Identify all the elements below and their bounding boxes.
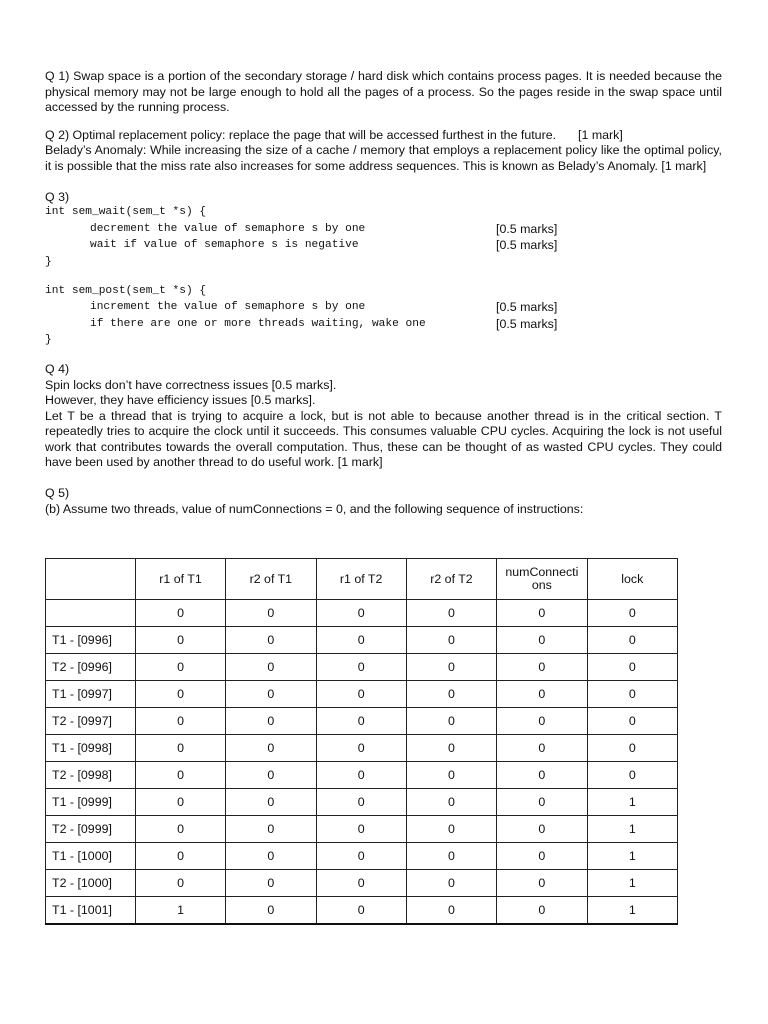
value-cell: 0 xyxy=(316,762,406,789)
q2-optimal-policy xyxy=(45,128,722,144)
value-cell: 1 xyxy=(587,870,677,897)
q5-intro: (b) Assume two threads, value of numConnections = 0, and the following sequence of instructions: xyxy=(45,501,584,516)
table-row xyxy=(46,627,678,654)
value-cell: 0 xyxy=(406,627,496,654)
value-cell: 0 xyxy=(226,870,316,897)
value-cell: 0 xyxy=(135,762,225,789)
value-cell: 1 xyxy=(587,843,677,870)
table-row xyxy=(46,843,678,870)
q4-heading: Q 4) xyxy=(45,361,70,376)
sem-post-close-brace: } xyxy=(45,334,52,347)
row-label-cell: T2 - [0997] xyxy=(46,708,136,735)
value-cell: 0 xyxy=(226,627,316,654)
table-row xyxy=(46,762,678,789)
row-label-cell: T1 - [1001] xyxy=(46,897,136,925)
value-cell: 0 xyxy=(587,654,677,681)
value-cell: 0 xyxy=(316,735,406,762)
table-row xyxy=(46,897,678,925)
header-cell: lock xyxy=(587,559,677,600)
value-cell: 0 xyxy=(316,843,406,870)
table-header-row xyxy=(46,559,678,600)
table-row xyxy=(46,600,678,627)
value-cell: 1 xyxy=(587,816,677,843)
q4-explanation: Let T be a thread that is trying to acquire a lock, but is not able to because another thread is in the critical section. T repeatedly tries to acquire the clock until it succeeds. This consumes valuable CPU cycles. Acquiring the lock is not useful work that contributes towards the overall computation. Thus, these can be thought of as wasted CPU cycles. They could have been used by another thread to do useful work. [1 mark] xyxy=(45,408,722,470)
value-cell: 0 xyxy=(587,735,677,762)
sem-wait-close-brace: } xyxy=(45,255,52,268)
row-label-cell xyxy=(46,600,136,627)
value-cell: 0 xyxy=(135,681,225,708)
value-cell: 0 xyxy=(226,654,316,681)
table-row xyxy=(46,870,678,897)
value-cell: 0 xyxy=(316,708,406,735)
q3-heading: Q 3) xyxy=(45,189,70,204)
value-cell: 0 xyxy=(497,843,587,870)
value-cell: 0 xyxy=(406,762,496,789)
q4-correctness: Spin locks don’t have correctness issues [0.5 marks]. xyxy=(45,377,337,392)
q5-heading: Q 5) xyxy=(45,486,70,501)
table-row xyxy=(46,789,678,816)
value-cell: 0 xyxy=(135,789,225,816)
header-cell xyxy=(46,559,136,600)
q4-efficiency: However, they have efficiency issues [0.5 marks]. xyxy=(45,393,316,408)
sem-post-line-1: increment the value of semaphore s by one xyxy=(90,301,366,314)
value-cell: 0 xyxy=(135,600,225,627)
value-cell: 0 xyxy=(135,735,225,762)
table-row xyxy=(46,681,678,708)
value-cell: 0 xyxy=(406,816,496,843)
value-cell: 0 xyxy=(497,627,587,654)
value-cell: 0 xyxy=(135,708,225,735)
header-numconnections: numConnecti ons xyxy=(505,565,579,592)
value-cell: 0 xyxy=(406,654,496,681)
value-cell: 0 xyxy=(497,816,587,843)
value-cell: 0 xyxy=(406,897,496,925)
value-cell: 0 xyxy=(497,897,587,925)
value-cell: 0 xyxy=(316,870,406,897)
value-cell: 0 xyxy=(316,654,406,681)
value-cell: 0 xyxy=(587,681,677,708)
sem-wait-signature: int sem_wait(sem_t *s) { xyxy=(45,206,207,219)
row-label-cell: T1 - [0999] xyxy=(46,789,136,816)
value-cell: 0 xyxy=(406,681,496,708)
row-label-cell: T2 - [0999] xyxy=(46,816,136,843)
row-label-cell: T1 - [0997] xyxy=(46,681,136,708)
value-cell: 0 xyxy=(316,897,406,925)
header-cell xyxy=(497,559,587,600)
value-cell: 0 xyxy=(226,708,316,735)
value-cell: 0 xyxy=(226,681,316,708)
value-cell: 0 xyxy=(226,897,316,925)
value-cell: 0 xyxy=(135,816,225,843)
row-label-cell: T1 - [1000] xyxy=(46,843,136,870)
header-cell: r2 of T2 xyxy=(406,559,496,600)
value-cell: 0 xyxy=(497,762,587,789)
value-cell: 0 xyxy=(497,600,587,627)
sem-wait-line-1-mark: [0.5 marks] xyxy=(496,221,558,236)
value-cell: 0 xyxy=(226,600,316,627)
value-cell: 0 xyxy=(406,735,496,762)
row-label-cell: T2 - [1000] xyxy=(46,870,136,897)
sem-wait-line-1: decrement the value of semaphore s by one xyxy=(90,222,366,235)
q2-optimal-mark: [1 mark] xyxy=(578,127,623,142)
value-cell: 0 xyxy=(497,789,587,816)
sem-post-line-1-mark: [0.5 marks] xyxy=(496,300,558,315)
value-cell: 0 xyxy=(226,762,316,789)
value-cell: 1 xyxy=(587,897,677,925)
value-cell: 0 xyxy=(226,843,316,870)
value-cell: 0 xyxy=(497,708,587,735)
sem-wait-line-2-mark: [0.5 marks] xyxy=(496,238,558,253)
value-cell: 0 xyxy=(135,627,225,654)
value-cell: 0 xyxy=(587,708,677,735)
value-cell: 0 xyxy=(497,654,587,681)
value-cell: 0 xyxy=(497,735,587,762)
row-label-cell: T1 - [0996] xyxy=(46,627,136,654)
value-cell: 0 xyxy=(135,843,225,870)
table-row xyxy=(46,708,678,735)
value-cell: 0 xyxy=(406,870,496,897)
value-cell: 0 xyxy=(406,600,496,627)
q5-trace-table xyxy=(45,558,678,925)
sem-post-line-2-mark: [0.5 marks] xyxy=(496,316,558,331)
sem-post-signature: int sem_post(sem_t *s) { xyxy=(45,284,207,297)
q2-optimal-text: Q 2) Optimal replacement policy: replace the page that will be accessed furthest in the future. xyxy=(45,127,557,142)
value-cell: 0 xyxy=(316,627,406,654)
value-cell: 0 xyxy=(226,789,316,816)
header-cell: r1 of T2 xyxy=(316,559,406,600)
value-cell: 0 xyxy=(497,681,587,708)
value-cell: 0 xyxy=(587,600,677,627)
value-cell: 0 xyxy=(316,681,406,708)
value-cell: 0 xyxy=(497,870,587,897)
row-label-cell: T1 - [0998] xyxy=(46,735,136,762)
value-cell: 0 xyxy=(316,816,406,843)
value-cell: 0 xyxy=(406,708,496,735)
header-cell: r2 of T1 xyxy=(226,559,316,600)
value-cell: 0 xyxy=(226,735,316,762)
table-row xyxy=(46,735,678,762)
value-cell: 0 xyxy=(406,789,496,816)
q1-answer: Q 1) Swap space is a portion of the secondary storage / hard disk which contains process pages. It is needed because the physical memory may not be large enough to hold all the pages of a process. So the pages reside in the swap space until accessed by the running process. xyxy=(45,69,722,115)
document-page xyxy=(45,69,722,517)
table-row xyxy=(46,654,678,681)
q3-sem-post-block xyxy=(45,284,722,350)
header-cell: r1 of T1 xyxy=(135,559,225,600)
sem-wait-line-2: wait if value of semaphore s is negative xyxy=(90,239,359,252)
row-label-cell: T2 - [0998] xyxy=(46,762,136,789)
value-cell: 0 xyxy=(316,600,406,627)
value-cell: 0 xyxy=(316,789,406,816)
table-body xyxy=(46,600,678,925)
value-cell: 0 xyxy=(406,843,496,870)
value-cell: 1 xyxy=(135,897,225,925)
row-label-cell: T2 - [0996] xyxy=(46,654,136,681)
value-cell: 0 xyxy=(135,654,225,681)
value-cell: 1 xyxy=(587,789,677,816)
sem-post-line-2: if there are one or more threads waiting, wake one xyxy=(90,317,426,330)
value-cell: 0 xyxy=(226,816,316,843)
value-cell: 0 xyxy=(135,870,225,897)
value-cell: 0 xyxy=(587,762,677,789)
table-row xyxy=(46,816,678,843)
value-cell: 0 xyxy=(587,627,677,654)
q2-belady-anomaly: Belady’s Anomaly: While increasing the size of a cache / memory that employs a replacement policy like the optimal policy, it is possible that the miss rate also increases for some address sequences. This is known as Belady’s Anomaly. [1 mark] xyxy=(45,143,722,173)
q3-sem-wait-block xyxy=(45,205,722,271)
